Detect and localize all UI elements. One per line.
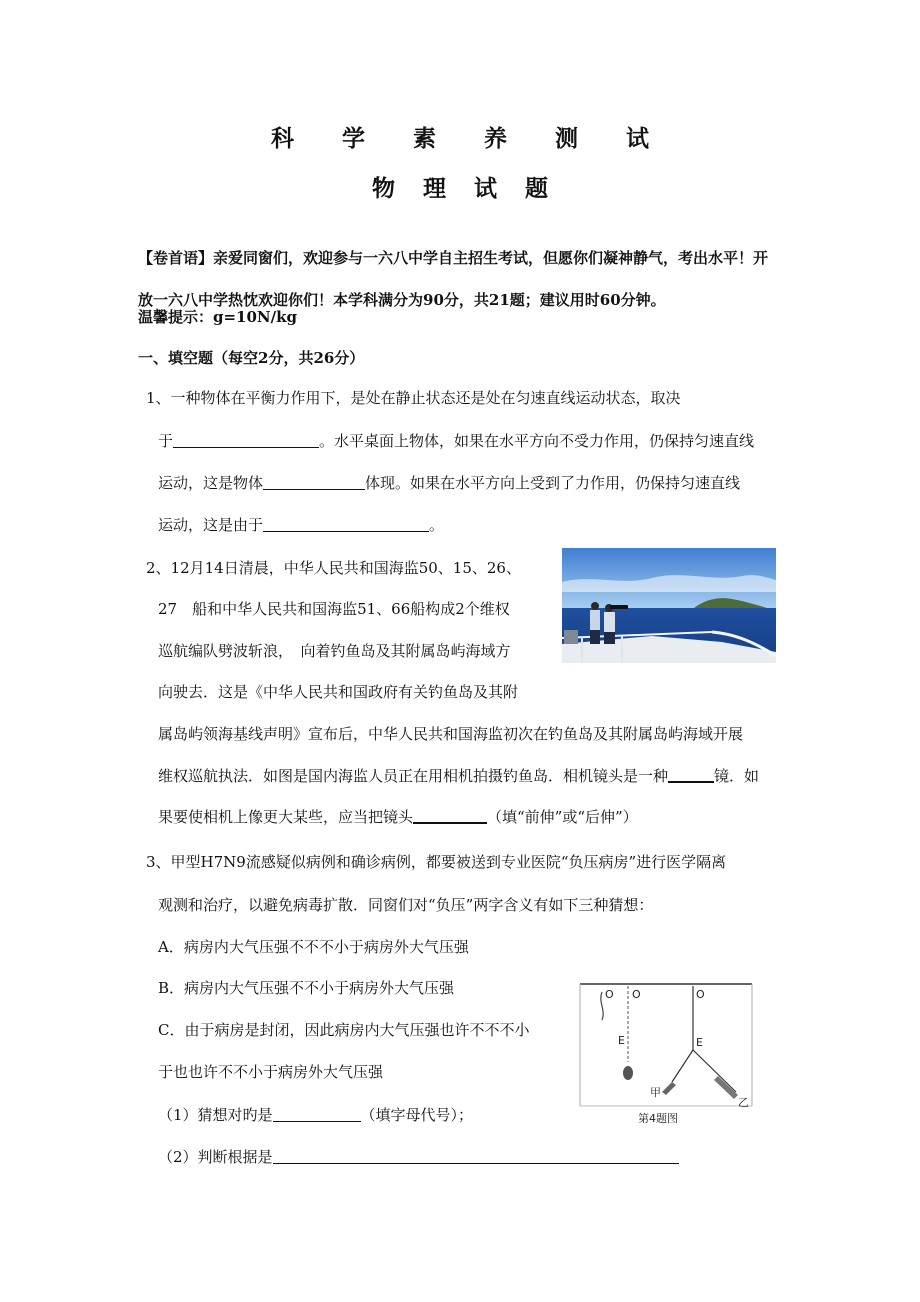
q1-line-1: 1、一种物体在平衡力作用下，是处在静止状态还是处在匀速直线运动状态，取决 [146, 389, 681, 407]
q2-text: 镜．如 [714, 767, 760, 785]
tip-text: 温馨提示：g=10N/kg [138, 308, 298, 326]
q2-line-7 [158, 806, 638, 828]
section-1-title: 一、填空题（每空2分，共26分） [138, 349, 365, 367]
figure-label-o-2: O [632, 988, 641, 1001]
q1-line-3 [158, 472, 740, 494]
q3-text: （1）猜想对旳是 [158, 1106, 273, 1124]
q3-option-b: B．病房内大气压强不不小于病房外大气压强 [158, 979, 455, 997]
q1-text: 运动，这是由于 [158, 516, 264, 534]
q1-text: 。水平桌面上物体，如果在水平方向不受力作用，仍保持匀速直线 [319, 432, 755, 450]
q2-blank-1[interactable] [668, 765, 714, 783]
spring-scale-figure [578, 980, 754, 1126]
q1-line-4 [158, 514, 444, 536]
q2-text: （填“前伸”或“后伸”） [487, 808, 638, 826]
q3-line-1: 3、甲型H7N9流感疑似病例和确诊病例，都要被送到专业医院“负压病房”进行医学隔离 [146, 853, 727, 871]
q3-text: （2）判断根据是 [158, 1148, 273, 1166]
figure-caption: 第4题图 [638, 1112, 678, 1125]
q1-line-2 [158, 430, 754, 452]
q1-text: 。 [429, 516, 445, 534]
q2-line-6 [158, 765, 759, 787]
q3-sub-1 [158, 1104, 473, 1126]
page-subtitle: 物 理 试 题 [371, 176, 559, 202]
figure-label-jia: 甲 [650, 1086, 661, 1099]
q2-line-3: 巡航编队劈波斩浪， 向着钓鱼岛及其附属岛屿海域方 [158, 642, 511, 660]
q2-text: 果要使相机上像更大某些，应当把镜头 [158, 808, 414, 826]
spring-scale-diagram [578, 980, 754, 1126]
q1-blank-1[interactable] [173, 431, 319, 448]
q3-option-c-line-1: C．由于病房是封闭，因此病房内大气压强也许不不不小 [158, 1021, 530, 1039]
figure-label-o-1: O [605, 988, 614, 1001]
page-title: 科 学 素 养 测 试 [270, 126, 670, 152]
q2-line-1: 2、12月14日清晨，中华人民共和国海监50、15、26、 [146, 559, 521, 577]
figure-label-yi: 乙 [738, 1096, 749, 1109]
q3-option-a: A．病房内大气压强不不不小于病房外大气压强 [158, 938, 469, 956]
figure-label-e-1: E [618, 1034, 625, 1047]
q3-blank-1[interactable] [273, 1105, 361, 1122]
preface-line-2: 放一六八中学热忱欢迎你们！本学科满分为90分，共21题；建议用时60分钟。 [138, 291, 666, 309]
q3-blank-2[interactable] [273, 1147, 679, 1164]
q3-sub-2 [158, 1146, 679, 1168]
q3-option-c-line-2: 于也也许不不小于病房外大气压强 [158, 1063, 384, 1081]
q2-line-5: 属岛屿领海基线声明》宣布后，中华人民共和国海监初次在钓鱼岛及其附属岛屿海域开展 [158, 725, 744, 743]
q1-text: 体现。如果在水平方向上受到了力作用，仍保持匀速直线 [365, 474, 741, 492]
q2-blank-2[interactable] [413, 806, 487, 824]
q2-line-2: 27 船和中华人民共和国海监51、66船构成2个维权 [158, 600, 510, 618]
coast-guard-photo-drawing [562, 548, 776, 663]
figure-label-e-2: E [696, 1036, 703, 1049]
q3-line-2: 观测和治疗，以避免病毒扩散．同窗们对“负压”两字含义有如下三种猜想： [158, 896, 654, 914]
q1-text: 于 [158, 432, 174, 450]
q2-line-4: 向驶去．这是《中华人民共和国政府有关钓鱼岛及其附 [158, 683, 519, 701]
q1-blank-2[interactable] [263, 473, 365, 490]
figure-label-o-3: O [696, 988, 705, 1001]
coast-guard-photo [562, 548, 776, 663]
q1-text: 运动，这是物体 [158, 474, 264, 492]
q2-text: 维权巡航执法．如图是国内海监人员正在用相机拍摄钓鱼岛．相机镜头是一种 [158, 767, 669, 785]
q3-text: （填字母代号）； [360, 1106, 474, 1124]
preface-line-1: 【卷首语】亲爱同窗们，欢迎参与一六八中学自主招生考试，但愿你们凝神静气，考出水平！开 [138, 249, 769, 267]
q1-blank-3[interactable] [263, 515, 429, 532]
